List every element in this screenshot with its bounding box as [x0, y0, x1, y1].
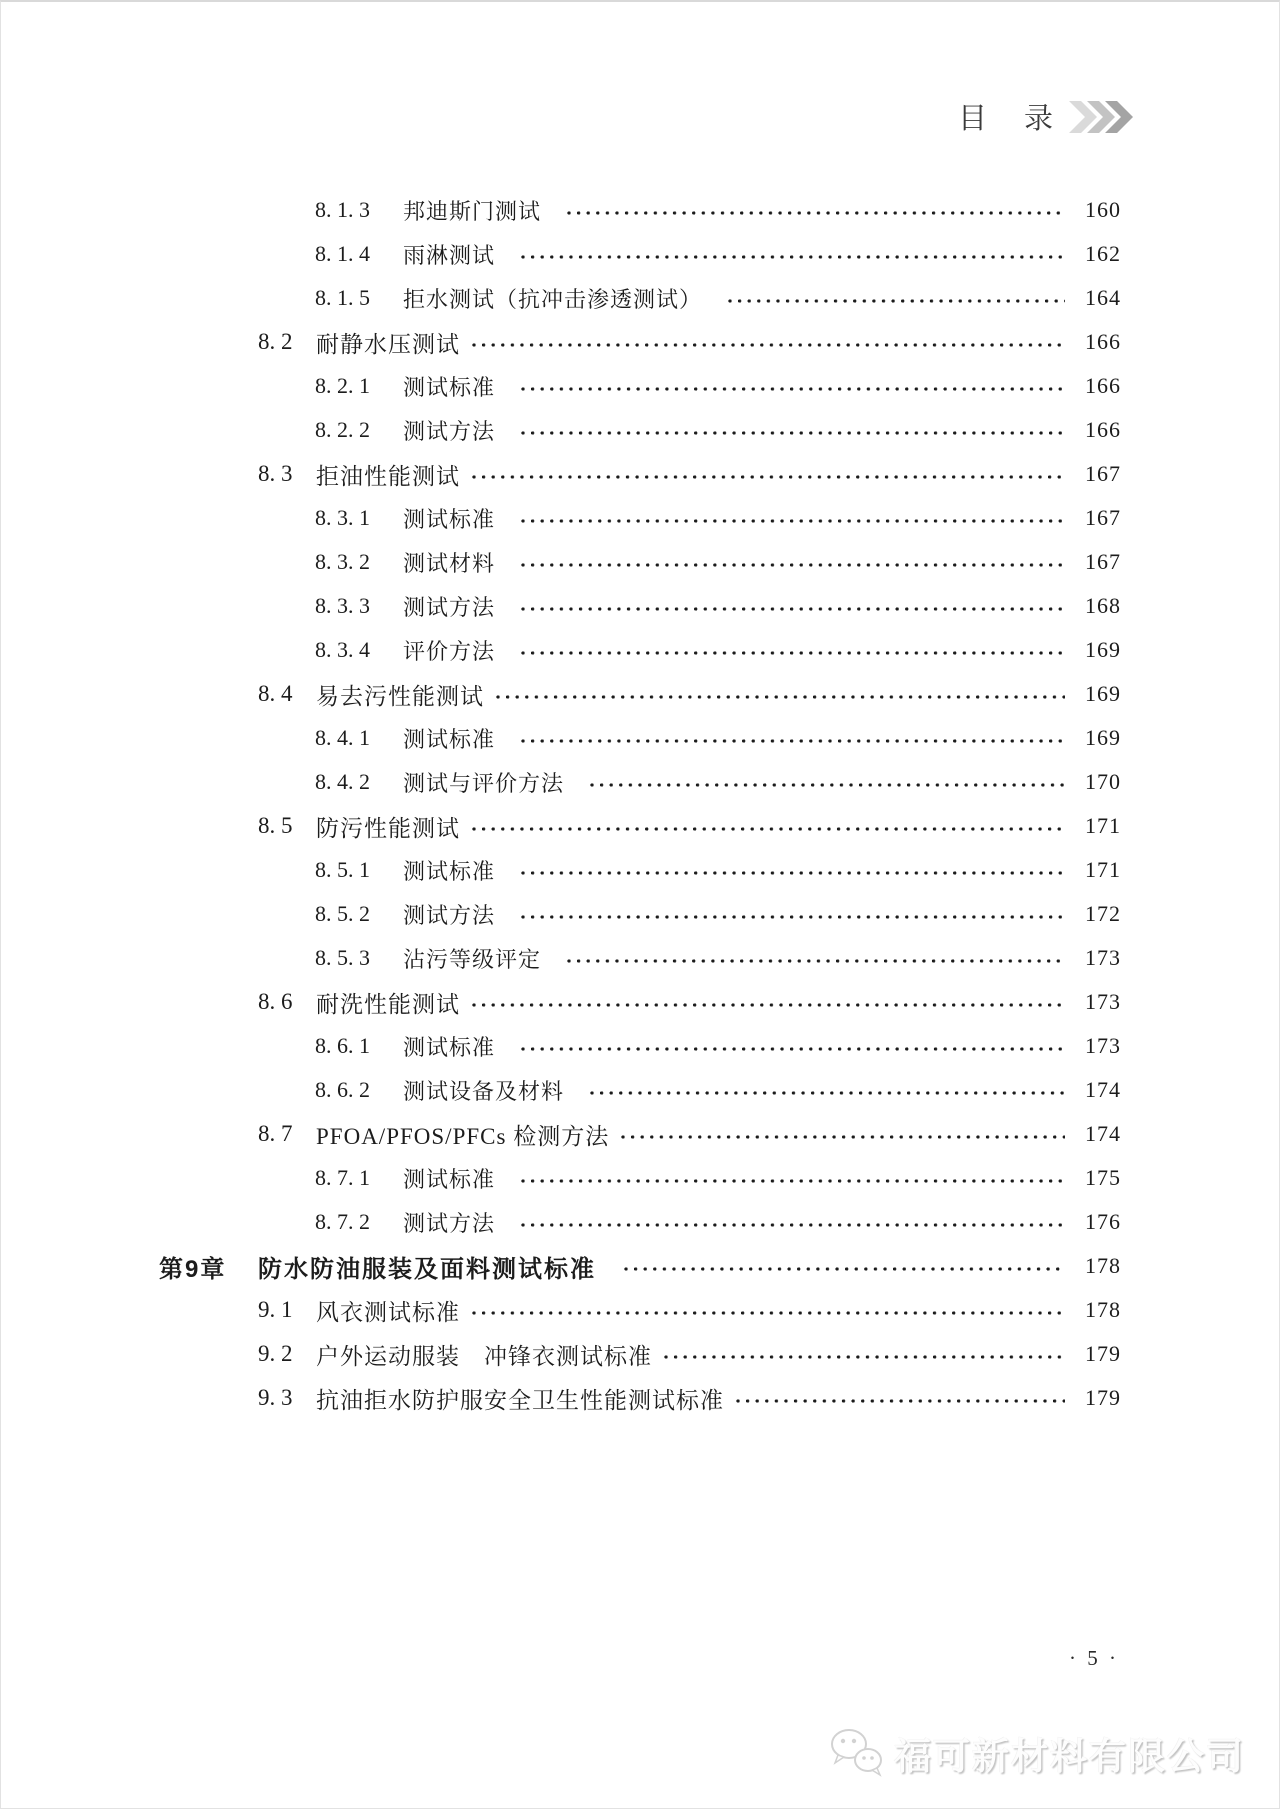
entry-page: 171 — [1085, 813, 1121, 838]
entry-number: 8. 7. 1 — [315, 1165, 370, 1190]
entry-page: 164 — [1085, 285, 1121, 310]
toc-entry — [1, 980, 1279, 1024]
entry-label: 邦迪斯门测试 — [403, 198, 542, 224]
dot-leader — [519, 408, 1065, 452]
dot-leader — [565, 188, 1065, 232]
dot-leader — [622, 1244, 1065, 1288]
entry-page: 169 — [1085, 725, 1121, 750]
entry-number: 8. 5. 2 — [315, 901, 370, 926]
dot-leader — [470, 980, 1065, 1024]
entry-number: 8. 1. 3 — [315, 197, 370, 222]
entry-label: 耐静水压测试 — [316, 331, 460, 357]
toc-entry — [1, 452, 1279, 496]
entry-page: 169 — [1085, 637, 1121, 662]
entry-page: 167 — [1085, 505, 1121, 530]
toc-entry — [1, 672, 1279, 716]
entry-number: 9. 1 — [258, 1297, 293, 1322]
entry-page: 175 — [1085, 1165, 1121, 1190]
toc-entry — [1, 760, 1279, 804]
entry-page: 166 — [1085, 417, 1121, 442]
toc-entry — [1, 1200, 1279, 1244]
toc-entry — [1, 1068, 1279, 1112]
dot-leader — [619, 1112, 1065, 1156]
entry-page: 169 — [1085, 681, 1121, 706]
entry-number: 8. 3 — [258, 461, 293, 486]
entry-number: 8. 5 — [258, 813, 293, 838]
entry-page: 174 — [1085, 1077, 1121, 1102]
entry-label: 测试标准 — [403, 858, 496, 884]
dot-leader — [734, 1376, 1065, 1420]
entry-number: 9. 2 — [258, 1341, 293, 1366]
toc-entry — [1, 1156, 1279, 1200]
toc-entry — [1, 1112, 1279, 1156]
entry-page: 162 — [1085, 241, 1121, 266]
entry-page: 179 — [1085, 1385, 1121, 1410]
dot-leader — [662, 1332, 1065, 1376]
entry-page: 179 — [1085, 1341, 1121, 1366]
entry-label: 测试与评价方法 — [403, 770, 565, 796]
entry-number: 8. 4. 1 — [315, 725, 370, 750]
entry-page: 170 — [1085, 769, 1121, 794]
entry-number: 8. 4 — [258, 681, 293, 706]
toc-entry — [1, 1244, 1279, 1288]
toc-entry — [1, 276, 1279, 320]
entry-label: 评价方法 — [403, 638, 496, 664]
dot-leader — [588, 1068, 1065, 1112]
entry-number: 第9章 — [159, 1255, 227, 1283]
entry-number: 8. 6. 2 — [315, 1077, 370, 1102]
entry-number: 8. 3. 3 — [315, 593, 370, 618]
entry-label: 测试标准 — [403, 374, 496, 400]
footer-watermark — [828, 1726, 1245, 1780]
entry-number: 8. 3. 1 — [315, 505, 370, 530]
wechat-logo-icon — [828, 1727, 886, 1779]
entry-page: 172 — [1085, 901, 1121, 926]
entry-label: 测试方法 — [403, 1210, 496, 1236]
entry-label: 易去污性能测试 — [316, 683, 484, 709]
entry-number: 8. 6. 1 — [315, 1033, 370, 1058]
entry-page: 166 — [1085, 329, 1121, 354]
entry-number: 8. 1. 4 — [315, 241, 370, 266]
entry-page: 174 — [1085, 1121, 1121, 1146]
toc-entry — [1, 1288, 1279, 1332]
entry-number: 8. 4. 2 — [315, 769, 370, 794]
entry-label: 测试标准 — [403, 726, 496, 752]
dot-leader — [470, 452, 1065, 496]
entry-number: 8. 3. 2 — [315, 549, 370, 574]
toc-entry — [1, 936, 1279, 980]
entry-label: 防污性能测试 — [316, 815, 460, 841]
toc-entry — [1, 892, 1279, 936]
entry-label: 拒油性能测试 — [316, 463, 460, 489]
toc-list — [1, 188, 1279, 1420]
dot-leader — [519, 232, 1065, 276]
toc-entry — [1, 1332, 1279, 1376]
entry-label: 雨淋测试 — [403, 242, 496, 268]
entry-label: PFOA/PFOS/PFCs 检测方法 — [316, 1123, 610, 1149]
entry-number: 8. 3. 4 — [315, 637, 370, 662]
entry-number: 8. 7. 2 — [315, 1209, 370, 1234]
entry-label: 测试方法 — [403, 594, 496, 620]
entry-label: 测试标准 — [403, 1166, 496, 1192]
dot-leader — [519, 1200, 1065, 1244]
page-title: 目 录 — [957, 103, 1057, 135]
entry-label: 抗油拒水防护服安全卫生性能测试标准 — [316, 1387, 724, 1413]
toc-entry — [1, 1024, 1279, 1068]
toc-entry — [1, 716, 1279, 760]
dot-leader — [494, 672, 1065, 716]
entry-number: 8. 2. 2 — [315, 417, 370, 442]
dot-leader — [470, 1288, 1065, 1332]
dot-leader — [519, 496, 1065, 540]
entry-number: 8. 7 — [258, 1121, 293, 1146]
entry-label: 测试设备及材料 — [403, 1078, 565, 1104]
entry-number: 8. 5. 3 — [315, 945, 370, 970]
toc-entry — [1, 1376, 1279, 1420]
dot-leader — [519, 364, 1065, 408]
dot-leader — [470, 804, 1065, 848]
entry-number: 8. 2 — [258, 329, 293, 354]
entry-label: 拒水测试（抗冲击渗透测试） — [403, 286, 703, 312]
entry-label: 防水防油服装及面料测试标准 — [258, 1255, 596, 1283]
entry-page: 178 — [1085, 1297, 1121, 1322]
entry-page: 167 — [1085, 461, 1121, 486]
toc-entry — [1, 848, 1279, 892]
watermark-company-name: 福可新材料有限公司 — [894, 1736, 1245, 1777]
entry-number: 8. 1. 5 — [315, 285, 370, 310]
entry-label: 测试方法 — [403, 902, 496, 928]
entry-page: 173 — [1085, 1033, 1121, 1058]
toc-entry — [1, 188, 1279, 232]
entry-page: 160 — [1085, 197, 1121, 222]
toc-entry — [1, 540, 1279, 584]
entry-label: 沾污等级评定 — [403, 946, 542, 972]
dot-leader — [519, 848, 1065, 892]
toc-entry — [1, 232, 1279, 276]
entry-page: 173 — [1085, 989, 1121, 1014]
entry-label: 风衣测试标准 — [316, 1299, 460, 1325]
page-header — [958, 96, 1133, 137]
toc-entry — [1, 364, 1279, 408]
dot-leader — [519, 1156, 1065, 1200]
entry-page: 176 — [1085, 1209, 1121, 1234]
dot-leader — [519, 584, 1065, 628]
entry-page: 178 — [1085, 1253, 1121, 1278]
entry-label: 测试标准 — [403, 1034, 496, 1060]
entry-label: 耐洗性能测试 — [316, 991, 460, 1017]
folio-page-number: · 5 · — [1069, 1646, 1119, 1670]
dot-leader — [519, 716, 1065, 760]
entry-number: 8. 6 — [258, 989, 293, 1014]
dot-leader — [726, 276, 1065, 320]
entry-label: 测试方法 — [403, 418, 496, 444]
entry-page: 168 — [1085, 593, 1121, 618]
dot-leader — [519, 540, 1065, 584]
dot-leader — [565, 936, 1065, 980]
dot-leader — [519, 1024, 1065, 1068]
toc-entry — [1, 408, 1279, 452]
toc-entry — [1, 804, 1279, 848]
entry-page: 167 — [1085, 549, 1121, 574]
entry-label: 测试标准 — [403, 506, 496, 532]
toc-entry — [1, 320, 1279, 364]
entry-number: 9. 3 — [258, 1385, 293, 1410]
entry-page: 166 — [1085, 373, 1121, 398]
dot-leader — [519, 628, 1065, 672]
entry-label: 户外运动服装 冲锋衣测试标准 — [316, 1343, 652, 1369]
dot-leader — [588, 760, 1065, 804]
triple-chevron-right-icon — [1069, 98, 1133, 136]
dot-leader — [470, 320, 1065, 364]
entry-page: 173 — [1085, 945, 1121, 970]
entry-page: 171 — [1085, 857, 1121, 882]
entry-number: 8. 2. 1 — [315, 373, 370, 398]
toc-entry — [1, 628, 1279, 672]
entry-number: 8. 5. 1 — [315, 857, 370, 882]
dot-leader — [519, 892, 1065, 936]
entry-label: 测试材料 — [403, 550, 496, 576]
toc-entry — [1, 584, 1279, 628]
toc-entry — [1, 496, 1279, 540]
